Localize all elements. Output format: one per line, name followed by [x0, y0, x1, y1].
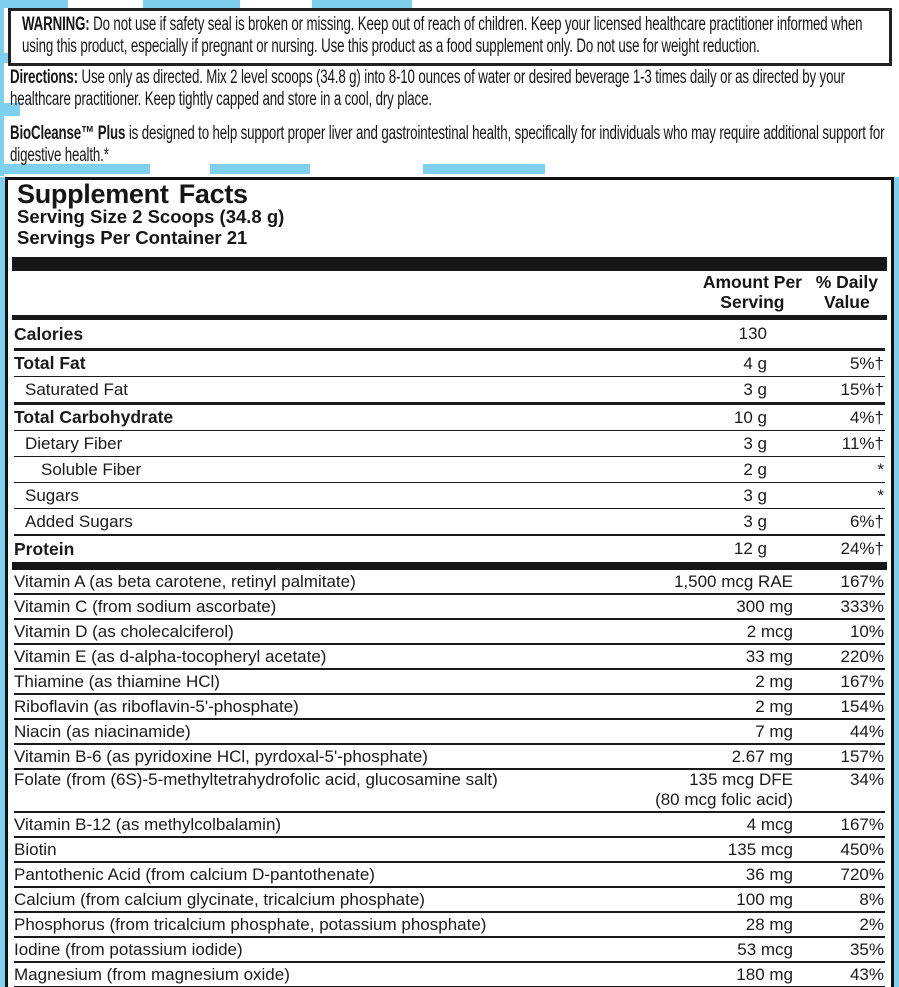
amount-value: 53 mcg [737, 939, 793, 959]
warning-text: WARNING: Do not use if safety seal is broken or missing. Keep out of reach of children. Keep your licensed healthcare practitioner informed when using this product, especially if pregnant or nursing. Use this product as a food supplement only. Do not use for weight reduction. [22, 14, 863, 57]
nutrient-name: Soluble Fiber [41, 459, 142, 479]
nutrient-name: Vitamin C (from sodium ascorbate) [14, 596, 277, 616]
daily-value: 167% [840, 571, 884, 591]
scan-artifact [0, 0, 68, 8]
amount-value: 4 mcg [746, 814, 793, 834]
brand-name: BioCleanse™ Plus [10, 123, 126, 144]
amount-value: 28 mg [745, 914, 793, 934]
amount-value: 180 mg [736, 964, 793, 984]
nutrient-name: Protein [14, 538, 75, 559]
amount-value: 2 g [743, 459, 767, 479]
daily-value: 167% [840, 814, 884, 834]
macro-row [14, 320, 885, 351]
nutrient-name: Vitamin A (as beta carotene, retinyl palmitate) [14, 571, 356, 591]
nutrient-name: Magnesium (from magnesium oxide) [14, 964, 290, 984]
amount-value: 36 mg [745, 864, 793, 884]
amount-value: 3 g [743, 379, 767, 399]
amount-value: 12 g [733, 539, 767, 558]
directions-text: Directions: Use only as directed. Mix 2 level scoops (34.8 g) into 8-10 ounces of water or desired beverage 1-3 times daily or as directed by your healthcare practitioner. Keep tightly capped and store in a cool, dry place. [10, 67, 845, 110]
nutrient-name: Calories [14, 323, 84, 344]
nutrient-name: Riboflavin (as riboflavin-5'-phosphate) [14, 696, 299, 716]
nutrient-row [14, 595, 885, 620]
nutrient-name: Sugars [25, 485, 79, 505]
daily-value: * [877, 459, 884, 479]
nutrient-row [14, 670, 885, 695]
supplement-facts-title: Supplement Facts [17, 179, 248, 209]
daily-value: 24%† [840, 539, 884, 558]
daily-value: 167% [840, 671, 884, 691]
nutrient-row [14, 720, 885, 745]
nutrient-row [14, 570, 885, 595]
nutrient-name: Phosphorus (from tricalcium phosphate, potassium phosphate) [14, 914, 487, 934]
nutrient-row [14, 813, 885, 838]
nutrient-name: Vitamin D (as cholecalciferol) [14, 621, 234, 641]
nutrient-row [14, 645, 885, 670]
nutrient-name: Folate (from (6S)-5-methyltetrahydrofolic acid, glucosamine salt) [14, 770, 498, 789]
nutrient-name: Vitamin B-6 (as pyridoxine HCl, pyrdoxal-5'-phosphate) [14, 746, 428, 766]
description-text: BioCleanse™ Plus is designed to help support proper liver and gastrointestinal health, specifically for individuals who may require additional support for digestive health.* [10, 123, 885, 166]
daily-value: 11%† [841, 433, 884, 453]
macro-row [14, 377, 885, 405]
daily-value: 43% [849, 964, 884, 984]
nutrient-name: Total Fat [14, 353, 86, 373]
scan-artifact [0, 0, 4, 176]
daily-value: 34% [849, 770, 884, 789]
amount-value: 2.67 mg [731, 746, 793, 766]
amount-value: 2 mcg [746, 621, 793, 641]
daily-value: 220% [840, 646, 884, 666]
nutrient-name: Pantothenic Acid (from calcium D-pantothenate) [14, 864, 375, 884]
serving-size: Serving Size 2 Scoops (34.8 g) [17, 206, 285, 227]
nutrient-rows [14, 570, 885, 987]
nutrient-row [14, 863, 885, 888]
nutrient-name: Thiamine (as thiamine HCl) [14, 671, 220, 691]
amount-value: 3 g [743, 511, 767, 531]
divider-bar-thick [12, 257, 887, 271]
macro-rows [14, 320, 885, 562]
nutrient-name: Vitamin B-12 (as methylcolbalamin) [14, 814, 282, 834]
daily-value: 15%† [840, 379, 884, 399]
macro-row [14, 536, 885, 562]
nutrient-row [14, 695, 885, 720]
macro-row [14, 457, 885, 483]
nutrient-row [14, 913, 885, 938]
scan-artifact [894, 177, 899, 987]
directions-paragraph [10, 67, 890, 111]
macro-row [14, 509, 885, 536]
amount-value: 10 g [733, 407, 767, 427]
amount-value: 3 g [743, 485, 767, 505]
nutrient-row [14, 838, 885, 863]
nutrient-name: Calcium (from calcium glycinate, tricalcium phosphate) [14, 889, 425, 909]
daily-value: 35% [849, 939, 884, 959]
amount-value: 135 mcg [727, 839, 793, 859]
warning-label: WARNING: [22, 14, 90, 35]
daily-value: 2% [859, 914, 884, 934]
amount-value: 130 [738, 324, 767, 343]
macro-row [14, 405, 885, 431]
daily-value: 44% [849, 721, 884, 741]
nutrient-name: Vitamin E (as d-alpha-tocopheryl acetate) [14, 646, 327, 666]
nutrient-row [14, 888, 885, 913]
description-paragraph [10, 123, 890, 167]
daily-value: 5%† [849, 353, 884, 373]
amount-value: 100 mg [736, 889, 793, 909]
nutrient-name: Iodine (from potassium iodide) [14, 939, 243, 959]
warning-box [8, 8, 892, 66]
nutrient-row [14, 770, 885, 813]
supplement-facts-panel [5, 177, 894, 987]
daily-value: 4%† [849, 407, 884, 427]
daily-value: 720% [840, 864, 884, 884]
amount-value: 2 mg [755, 696, 793, 716]
servings-per-container: Servings Per Container 21 [17, 227, 248, 248]
amount-value: 135 mcg DFE (80 mcg folic acid) [655, 770, 793, 809]
nutrient-name: Biotin [14, 839, 57, 859]
nutrient-row [14, 745, 885, 770]
scan-artifact [312, 0, 412, 8]
scan-artifact [143, 0, 240, 8]
amount-value: 33 mg [745, 646, 793, 666]
amount-value: 2 mg [755, 671, 793, 691]
nutrient-row [14, 938, 885, 963]
daily-value: 450% [840, 839, 884, 859]
macro-row [14, 483, 885, 509]
daily-value: 154% [840, 696, 884, 716]
amount-per-serving-header: Amount Per Serving [702, 272, 802, 312]
nutrient-name: Total Carbohydrate [14, 407, 174, 427]
daily-value-header: % Daily Value [815, 272, 878, 312]
daily-value: 157% [840, 746, 884, 766]
daily-value: * [877, 485, 884, 505]
directions-label: Directions: [10, 67, 78, 88]
amount-value: 4 g [743, 353, 767, 373]
macro-row [14, 351, 885, 377]
macro-row [14, 431, 885, 457]
amount-value: 3 g [743, 433, 767, 453]
nutrient-name: Niacin (as niacinamide) [14, 721, 191, 741]
daily-value: 8% [859, 889, 884, 909]
nutrient-name: Dietary Fiber [25, 433, 123, 453]
nutrient-name: Saturated Fat [25, 379, 129, 399]
daily-value: 333% [840, 596, 884, 616]
divider-bar-protein [12, 562, 887, 570]
daily-value: 10% [849, 621, 884, 641]
amount-value: 7 mg [755, 721, 793, 741]
amount-value: 300 mg [736, 596, 793, 616]
daily-value: 6%† [849, 511, 884, 531]
amount-value: 1,500 mcg RAE [673, 571, 793, 591]
nutrient-row [14, 620, 885, 645]
nutrient-name: Added Sugars [25, 511, 133, 531]
nutrient-row [14, 963, 885, 987]
column-header-row [14, 271, 885, 315]
